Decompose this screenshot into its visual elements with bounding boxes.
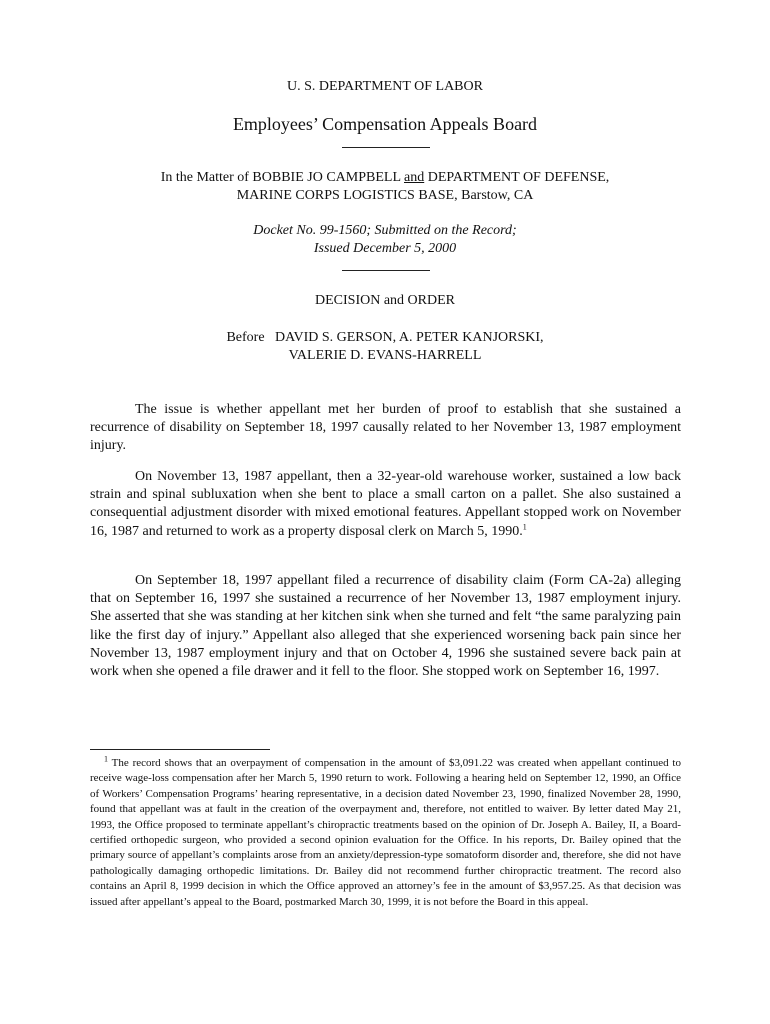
panel-line-1: Before DAVID S. GERSON, A. PETER KANJORSKI, <box>226 330 544 345</box>
paragraph-issue <box>90 401 681 456</box>
board-title: Employees’ Compensation Appeals Board <box>232 114 538 134</box>
matter-prefix: In the Matter of BOBBIE JO CAMPBELL <box>160 170 404 185</box>
divider-rule <box>342 270 430 271</box>
paragraph-background <box>90 468 681 541</box>
paragraph-recurrence-claim <box>90 572 681 681</box>
paragraph-text: The issue is whether appellant met her burden of proof to establish that she sustained a recurrence of disability on September 18, 1997 causally related to her November 13, 1987 employment injury. <box>90 402 681 454</box>
footnote-reference[interactable]: 1 <box>522 521 527 531</box>
paragraph-text: On September 18, 1997 appellant filed a recurrence of disability claim (Form CA-2a) alleging that on September 16, 1997 she sustained a recurrence of her November 13, 1987 employment injury. She asserted that she was standing at her kitchen sink when she turned and felt “the same paralyzing pain like the first day of injury.” Appellant also alleged that she experienced worsening back pain since her November 13, 1987 employment injury and that on October 4, 1996 she sustained severe back pain at work when she opened a file drawer and it fell to the floor. She stopped work on September 16, 1997. <box>90 573 681 680</box>
docket-line-2: Issued December 5, 2000 <box>313 241 457 256</box>
footnote-text: The record shows that an overpayment of compensation in the amount of $3,091.22 was created when appellant continued to receive wage-loss compensation after her March 5, 1990 return to work. Following a hearing held on September 12, 1990, an Office of Workers’ Compensation Programs’ hearing representative, in a decision dated November 23, 1990, finalized November 28, 1990, found that appellant was at fault in the creation of the overpayment and, therefore, not entitled to waiver. By letter dated May 21, 1993, the Office proposed to terminate appellant’s chiropractic treatments based on the opinion of Dr. Joseph A. Bailey, II, a Board-certified orthopedic surgeon, who provided a second opinion evaluation for the Office. In his reports, Dr. Bailey opined that the primary source of appellant’s complaints arose from an anxiety/depression-type somatoform disorder and, therefore, she did not have pathologically damaging orthopedic limitations. Dr. Bailey did not recommend further chiropractic treatment. The record also contains an April 8, 1999 decision in which the Office approved an attorney’s fee in the amount of $3,957.25. As that decision was issued after appellant’s appeal to the Board, postmarked March 30, 1999, it is not before the Board in this appeal. <box>90 757 681 908</box>
agency-heading: U. S. DEPARTMENT OF LABOR <box>287 79 483 94</box>
divider-rule <box>342 147 430 148</box>
matter-line-1 <box>0 169 770 187</box>
footnote-separator <box>90 749 270 750</box>
footnote <box>90 756 681 910</box>
footnote-number: 1 <box>104 754 108 764</box>
matter-suffix: DEPARTMENT OF DEFENSE, <box>424 170 610 185</box>
paragraph-text: On November 13, 1987 appellant, then a 32-year-old warehouse worker, sustained a low back strain and spinal subluxation when she bent to place a small carton on a pallet. She also sustained a consequential adjustment disorder with mixed emotional features. Appellant stopped work on November 16, 1987 and returned to work as a property disposal clerk on March 5, 1990. <box>90 469 681 539</box>
decision-title: DECISION and ORDER <box>315 293 455 308</box>
panel-line-2: VALERIE D. EVANS-HARRELL <box>288 348 482 363</box>
matter-line-2: MARINE CORPS LOGISTICS BASE, Barstow, CA <box>236 188 534 203</box>
docket-line-1: Docket No. 99-1560; Submitted on the Record; <box>253 223 517 238</box>
matter-and: and <box>404 170 425 185</box>
